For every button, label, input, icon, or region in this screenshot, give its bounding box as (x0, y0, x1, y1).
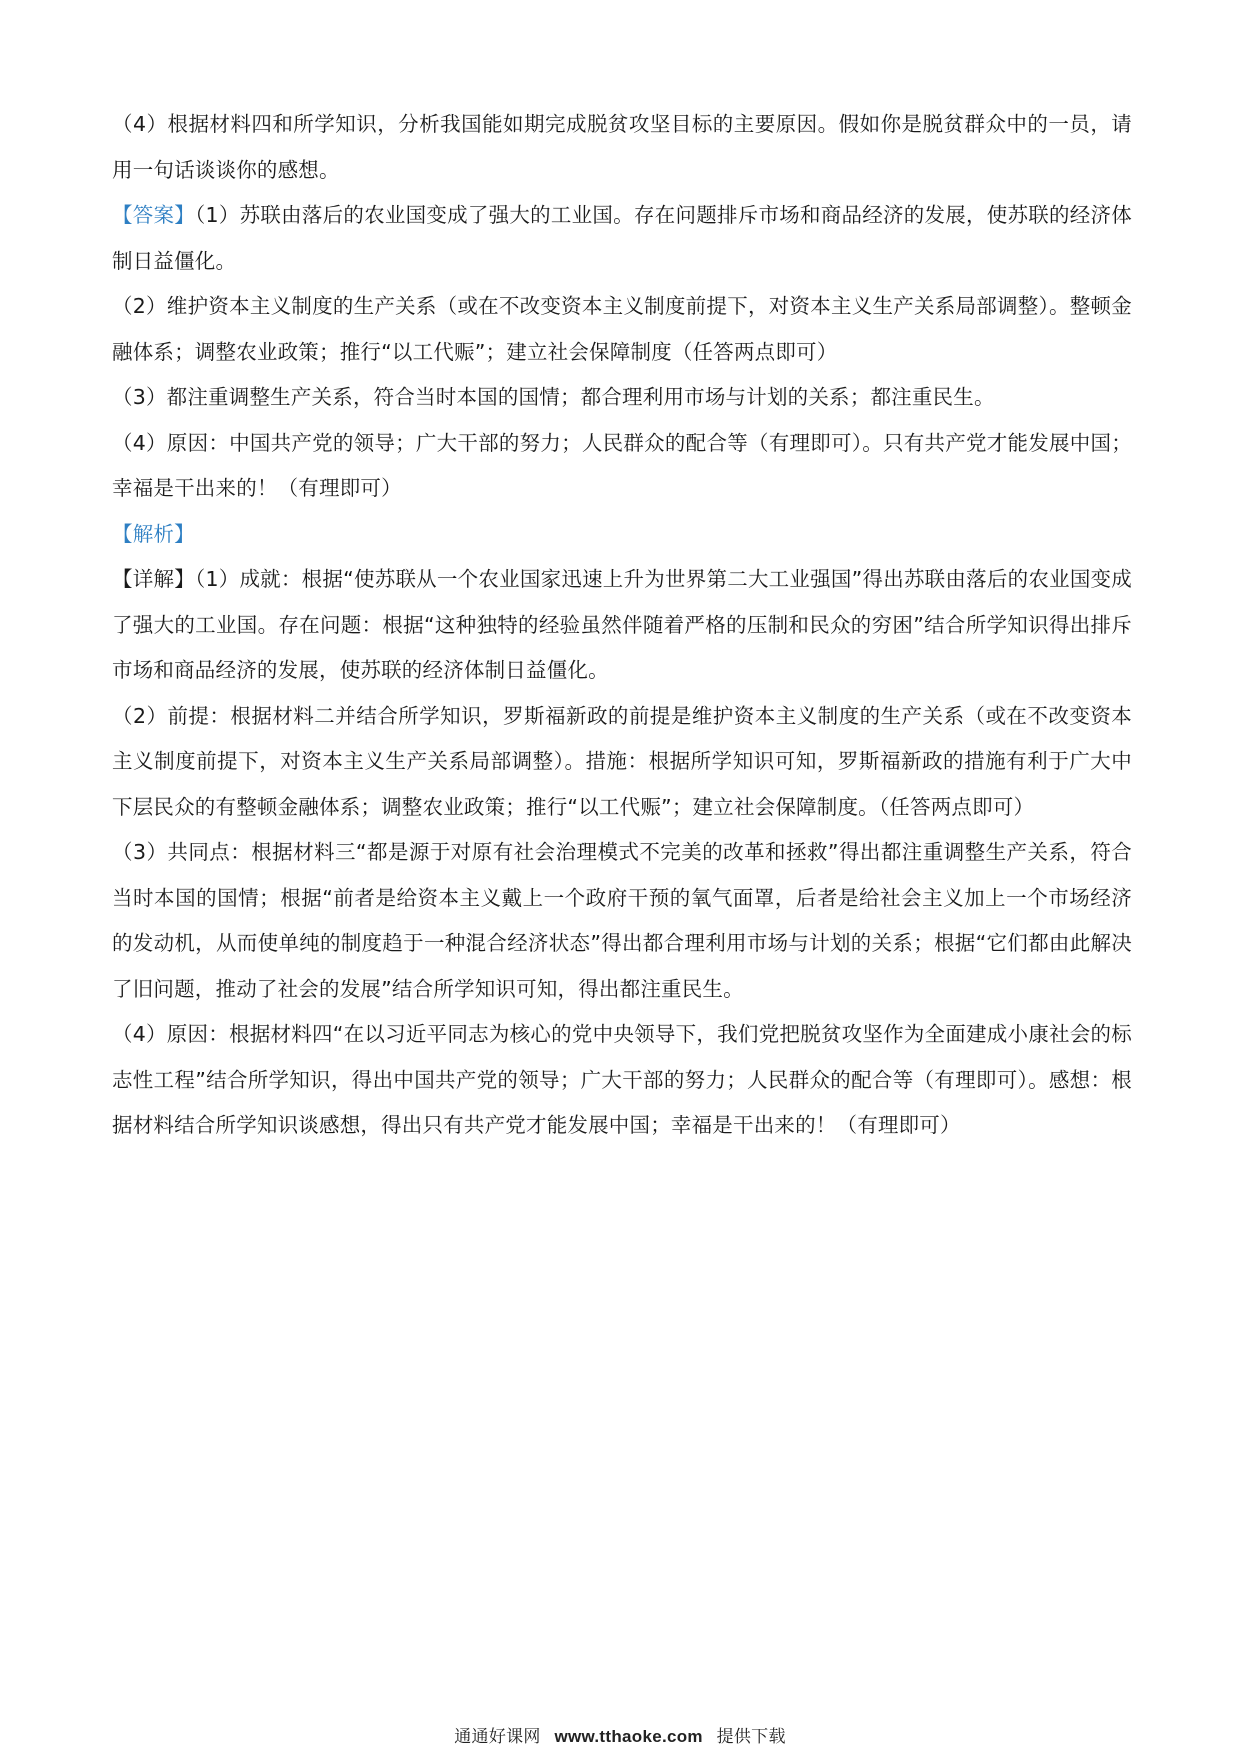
detail-3-text: （3）共同点：根据材料三“都是源于对原有社会治理模式不完美的改革和拯救”得出都注重调整生产关系，符合当时本国的国情；根据“前者是给资本主义戴上一个政府干预的氧气面罩，后者是给社会主义加上一个市场经济的发动机，从而使单纯的制度趋于一种混合经济状态”得出都合理利用市场与计划的关系；根据“它们都由此解决了旧问题，推动了社会的发展”结合所学知识可知，得出都注重民生。 (112, 840, 1132, 1001)
detail-2-text: （2）前提：根据材料二并结合所学知识，罗斯福新政的前提是维护资本主义制度的生产关系（或在不改变资本主义制度前提下，对资本主义生产关系局部调整）。措施：根据所学知识可知，罗斯福新政的措施有利于广大中下层民众的有整顿金融体系；调整农业政策；推行“以工代赈”；建立社会保障制度。（任答两点即可） (112, 703, 1132, 819)
answer-1-paragraph (112, 193, 1132, 284)
document-body (112, 102, 1132, 1149)
footer-suffix: 提供下载 (716, 1727, 786, 1747)
answer-2-text: （2）维护资本主义制度的生产关系（或在不改变资本主义制度前提下，对资本主义生产关系局部调整）。整顿金融体系；调整农业政策；推行“以工代赈”；建立社会保障制度（任答两点即可） (112, 294, 1132, 364)
page-footer (0, 1722, 1240, 1747)
analysis-label: 【解析】 (112, 521, 195, 546)
detail-4-text: （4）原因：根据材料四“在以习近平同志为核心的党中央领导下，我们党把脱贫攻坚作为全面建成小康社会的标志性工程”结合所学知识，得出中国共产党的领导；广大干部的努力；人民群众的配合等（有理即可）。感想：根据材料结合所学知识谈感想，得出只有共产党才能发展中国；幸福是干出来的！（有理即可） (112, 1022, 1132, 1137)
question-4-text: （4）根据材料四和所学知识，分析我国能如期完成脱贫攻坚目标的主要原因。假如你是脱贫群众中的一员，请用一句话谈谈你的感想。 (112, 112, 1132, 182)
answer-3-text: （3）都注重调整生产关系，符合当时本国的国情；都合理利用市场与计划的关系；都注重民生。 (112, 385, 995, 409)
answer-4-text: （4）原因：中国共产党的领导；广大干部的努力；人民群众的配合等（有理即可）。只有共产党才能发展中国；幸福是干出来的！（有理即可） (112, 430, 1132, 500)
footer-url-link[interactable]: www.tthaoke.com (554, 1727, 703, 1746)
analysis-heading (112, 512, 1132, 558)
detail-1-text: （1）成就：根据“使苏联从一个农业国家迅速上升为世界第二大工业强国”得出苏联由落后的农业国变成了强大的工业国。存在问题：根据“这种独特的经验虽然伴随着严格的压制和民众的穷困”结合所学知识得出排斥市场和商品经济的发展，使苏联的经济体制日益僵化。 (112, 567, 1132, 682)
footer-site-name: 通通好课网 (454, 1727, 541, 1747)
answer-1-text: （1）苏联由落后的农业国变成了强大的工业国。存在问题排斥市场和商品经济的发展，使苏联的经济体制日益僵化。 (112, 203, 1132, 273)
detail-1-paragraph (112, 557, 1132, 694)
detail-label: 【详解】 (112, 567, 195, 591)
answer-label: 【答案】 (112, 203, 196, 227)
